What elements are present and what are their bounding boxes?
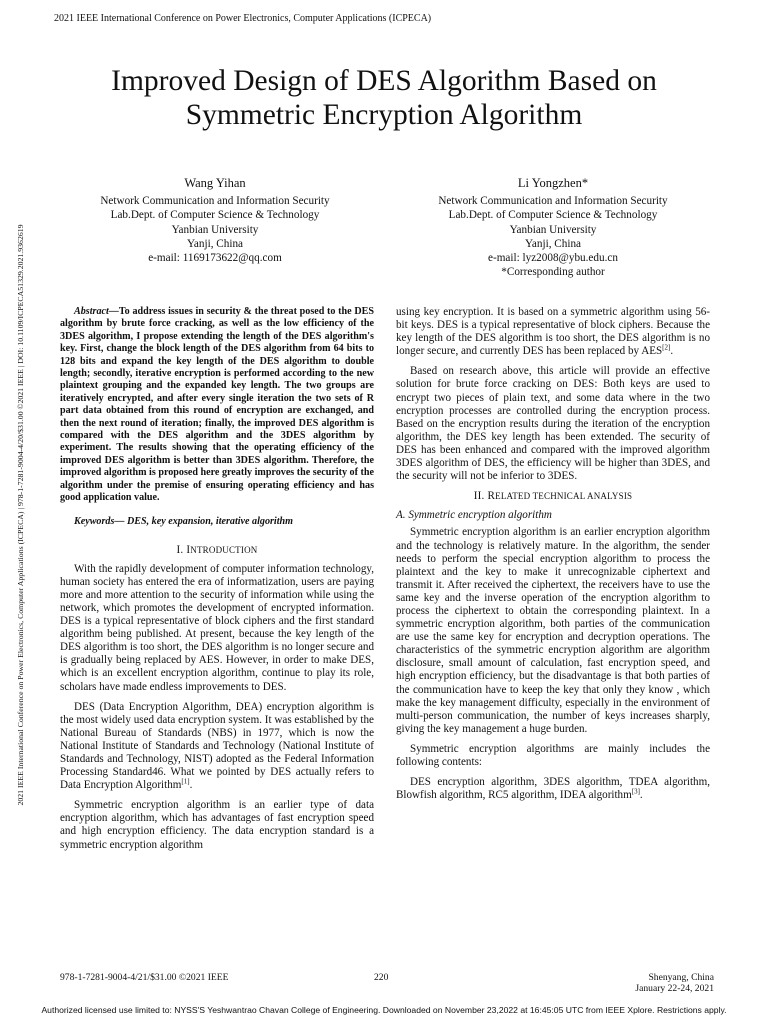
paragraph (396, 776, 710, 802)
paragraph-end: . (670, 345, 674, 358)
footer-isbn: 978-1-7281-9004-4/21/$31.00 ©2021 IEEE (60, 972, 229, 983)
keywords: Keywords— DES, key expansion, iterative algorithm (74, 515, 293, 527)
abstract-text: To address issues in security & the threat posed to the DES algorithm by brute force cracking, as well as the low efficiency of the 3DES algorithm, I propose extending the length of the DES algorithm's key. First, change the block length of the DES algorithm from 64 bits to 128 bits and expand the key length of the DES algorithm to double length; secondly, iterative encryption is performed according to the new plaintext grouping and the expanded key length. The two groups are iteratively encrypted, and after every single iteration the two sets of R part data obtained from this round of encryption are exchanged, and then the next round of iteration; finally, the improved DES algorithm is compared with the DES algorithm and the 3DES algorithm by experiment. The results showing that the operating efficiency of the improved DES algorithm is better than 3DES algorithm. Therefore, the improved algorithm is proposed here greatly improves the security of the algorithm under the premise of ensuring operating efficiency and has good application value. (60, 306, 374, 504)
doi-side-strip (4, 150, 25, 880)
keywords-text: DES, key expansion, iterative algorithm (127, 515, 293, 527)
paper-title (40, 64, 728, 132)
section-title: NTRODUCTION (190, 544, 258, 555)
subsection-heading: A. Symmetric encryption algorithm (396, 509, 552, 522)
author-email: e-mail: lyz2008@ybu.edu.cn (488, 252, 618, 265)
citation: [1] (181, 777, 190, 786)
author-affiliation: Yanbian University (171, 223, 259, 236)
footer-dates: January 22-24, 2021 (635, 983, 714, 994)
author-affiliation: Network Communication and Information Security (438, 195, 668, 208)
paragraph-text: DES (Data Encryption Algorithm, DEA) encryption algorithm is the most widely used data encryption system. It was established by the National Bureau of Standards (NBS) in 1977, which is now the National Institute of Standards and Technology (National Institute of Standards and Technology, NIST) adopted as the Federal Information Processing Standard46. What we pointed by DES actually refers to Data Encryption Algorithm (60, 700, 374, 792)
conference-header: 2021 IEEE International Conference on Power Electronics, Computer Applications (ICPECA) (54, 13, 432, 24)
paragraph-end: . (189, 779, 193, 792)
title-line-2: Symmetric Encryption Algorithm (185, 99, 583, 131)
paragraph: Symmetric encryption algorithm is an earlier type of data encryption algorithm, which has advantages of fast encryption speed and high encryption efficiency. The data encryption standard is a symmetric encryption algorithm (60, 799, 374, 851)
author-affiliation: Network Communication and Information Security (100, 195, 330, 208)
author-name: Wang Yihan (184, 176, 246, 190)
section-initial: I (186, 543, 191, 556)
paragraph: Symmetric encryption algorithm is an earlier encryption algorithm and the technology is relatively mature. In the algorithm, the sender needs to perform the special encryption algorithm to process the plaintext and the key to make it unrecognizable ciphertext and transmit it. After received the ciphertext, the receivers have to use the same key and the inverse operation of the encryption algorithm to process the ciphertext to obtain the corresponding plaintext. In a symmetric encryption algorithm, both parties of the communication are use the same key for encryption and decryption operations. The characteristics of the symmetric encryption algorithm are algorithm disclosure, small amount of calculation, fast encryption speed, and high encryption efficiency, but the disadvantage is that both parties of the communication have to keep the key that only they know , which make the key management difficulty, especially in the environment of multi-person communication, the number of keys increases sharply, giving the key management a huge burden. (396, 526, 710, 735)
abstract-label: Abstract (74, 306, 109, 317)
section-heading-related (396, 490, 710, 503)
paragraph: Based on research above, this article will provide an effective solution for brute force cracking on DES: Both keys are used to encrypt two pieces of plain text, and some data where in the two encryption processes are controlled during the encryption process. Based on the encryption results during the iteration of the encryption algorithm, the DES key length has been extended. The security of DES has been enhanced and compared with the improved algorithm 3DES algorithm of DES, the efficiency will be higher than 3DES, and the security will not be inferior to 3DES. (396, 365, 710, 483)
paragraph-text: using key encryption. It is based on a symmetric algorithm using 56-bit keys. DES is a typical representative of block ciphers. Because the key length of the DES algorithm is too short, the DES algorithm is no longer secure, and currently DES has been replaced by AES (396, 306, 710, 358)
section-title: ELATED TECHNICAL ANALYSIS (495, 491, 633, 502)
section-number: I. (176, 543, 184, 556)
abstract: Abstract—To address issues in security & the threat posed to the DES algorithm by brute force cracking, as well as the low efficiency of the 3DES algorithm, I propose extending the length of the DES algorithm's key. First, change the block length of the DES algorithm from 64 bits to 128 bits and expand the key length of the DES algorithm to double length; secondly, iterative encryption is performed according to the new plaintext grouping and the expanded key length. The two groups are iteratively encrypted, and after every single iteration the two sets of R part data obtained from this round of encryption are exchanged, and then the next round of iteration; finally, the improved DES algorithm is compared with the DES algorithm and the 3DES algorithm by experiment. The results showing that the operating efficiency of the improved DES algorithm is better than 3DES algorithm. Therefore, the improved algorithm is proposed here greatly improves the security of the algorithm under the premise of ensuring operating efficiency and has good application value. (60, 306, 374, 504)
paragraph-text: DES encryption algorithm, 3DES algorithm, TDEA algorithm, Blowfish algorithm, RC5 algorithm, IDEA algorithm (396, 776, 710, 802)
author-affiliation: Yanji, China (524, 237, 582, 250)
right-column (396, 306, 710, 809)
page-number: 220 (374, 972, 389, 983)
paragraph (60, 701, 374, 793)
author-email: e-mail: 1169173622@qq.com (148, 252, 282, 265)
citation: [3] (631, 787, 640, 796)
footer-location (560, 972, 714, 994)
left-column (60, 306, 374, 859)
title-line-1: Improved Design of DES Algorithm Based on (111, 65, 657, 97)
paragraph: Symmetric encryption algorithms are mainly includes the following contents: (396, 742, 710, 768)
citation: [2] (662, 343, 671, 352)
author-block-1 (50, 176, 380, 265)
section-initial: R (487, 490, 496, 503)
author-affiliation: Yanji, China (186, 237, 244, 250)
footer-city: Shenyang, China (648, 972, 714, 983)
author-name: Li Yongzhen* (517, 176, 589, 190)
section-heading-introduction (60, 544, 374, 557)
license-notice: Authorized licensed use limited to: NYSS'S Yeshwantrao Chavan College of Engineering. Downloaded on November 23,2022 at 16:45:05 UTC from IEEE Xplore. Restrictions apply. (41, 1005, 727, 1015)
corresponding-note: *Corresponding author (501, 266, 605, 279)
author-affiliation: Yanbian University (509, 223, 597, 236)
paragraph (396, 306, 710, 358)
author-affiliation: Lab.Dept. of Computer Science & Technology (448, 209, 658, 222)
doi-side-text: 2021 IEEE International Conference on Power Electronics, Computer Applications (ICPECA) | 978-1-7281-9004-4/20/$31.00 ©2021 IEEE | DOI: 10.1109/ICPECA51329.2021.9362619 (16, 224, 25, 806)
section-number: II. (473, 490, 485, 503)
author-block-2 (388, 176, 718, 279)
paragraph: With the rapidly development of computer information technology, human society has entered the era of informatization, users are paying more and more attention to the security of information while using the network, which promotes the development of encrypted information. DES is a typical representative of block ciphers and the first standard algorithm being published. At present, because the key length of the DES algorithm is too short, the DES algorithm is no longer secure and is gradually being replaced by AES. However, in order to make DES, which is an excellent encryption algorithm, continue to play its role, scholars have made endless improvements to DES. (60, 562, 374, 693)
paragraph-end: . (639, 789, 643, 802)
keywords-label: Keywords (74, 515, 115, 527)
author-affiliation: Lab.Dept. of Computer Science & Technology (110, 209, 320, 222)
